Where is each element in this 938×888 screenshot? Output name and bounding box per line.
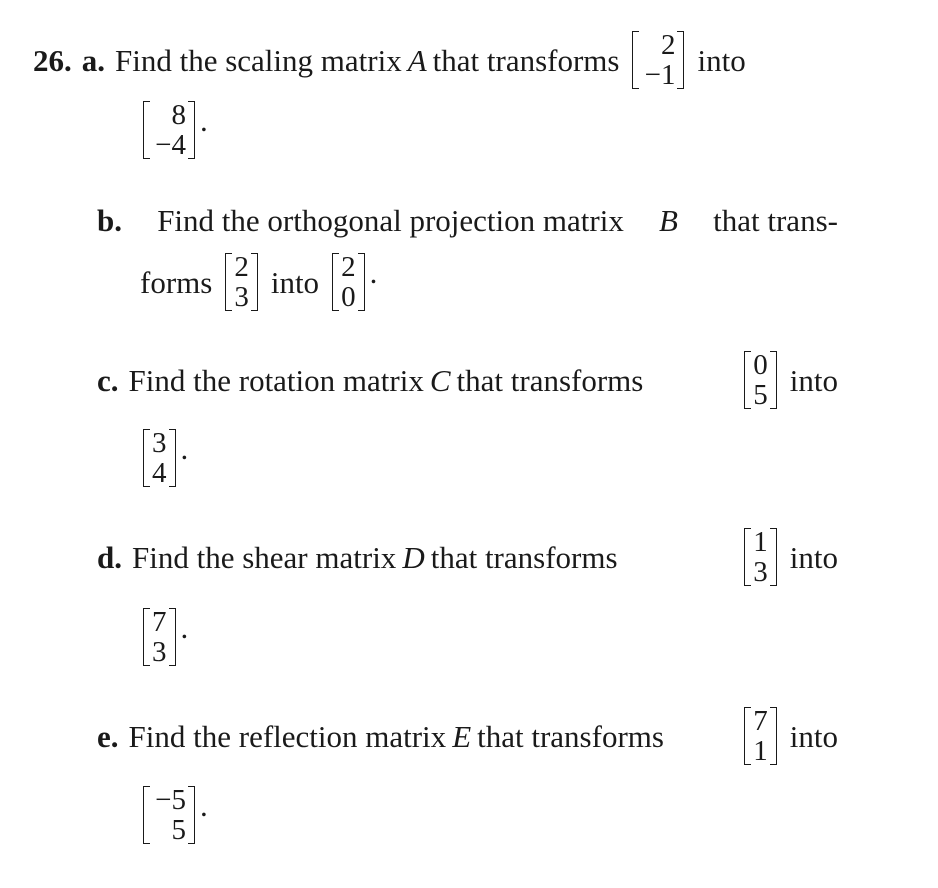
part-c-to-vector xyxy=(143,428,176,488)
vector-entry: 5 xyxy=(753,379,768,411)
vector-entry: 7 xyxy=(753,705,768,737)
vector-entry: 7 xyxy=(152,606,167,638)
part-a-to-vector xyxy=(143,100,195,160)
part-c-line-2 xyxy=(140,428,188,488)
part-d-to-vector xyxy=(143,607,176,667)
vector-entry: 3 xyxy=(152,427,167,459)
part-e-period: . xyxy=(200,788,208,823)
part-a-into: into xyxy=(697,42,746,78)
part-b-from-vector xyxy=(225,252,258,312)
part-a-line-2 xyxy=(140,100,208,160)
part-b-label: b. xyxy=(97,203,122,238)
part-b-text-mid: that trans- xyxy=(713,203,838,238)
part-d-text-mid: that transforms xyxy=(430,539,618,575)
vector-entry: −1 xyxy=(644,59,676,91)
part-e-var: E xyxy=(452,718,472,754)
part-a-text-mid: that transforms xyxy=(432,42,620,78)
part-e-to-vector xyxy=(143,785,195,845)
part-c-var: C xyxy=(429,362,451,398)
part-b-line-1 xyxy=(97,205,838,236)
vector-entry: 0 xyxy=(753,349,768,381)
part-e-from-vector xyxy=(744,706,777,766)
part-a-text: Find the scaling matrix xyxy=(115,42,402,78)
part-b-text-cont: forms xyxy=(140,264,213,300)
part-b-var: B xyxy=(659,203,678,238)
part-d-var: D xyxy=(402,539,425,575)
part-e-text: Find the reflection matrix xyxy=(128,718,447,754)
part-d-label: d. xyxy=(97,539,122,575)
vector-entry: 4 xyxy=(152,457,167,489)
part-b-period: . xyxy=(369,255,378,290)
part-a-from-vector xyxy=(632,30,684,90)
part-c-line-1 xyxy=(97,350,838,410)
part-c-period: . xyxy=(180,431,189,466)
vector-entry: 2 xyxy=(660,29,676,61)
vector-entry: 8 xyxy=(171,99,186,131)
part-a-var: A xyxy=(407,42,427,78)
vector-entry: 1 xyxy=(753,526,768,558)
part-a-label: a. xyxy=(81,42,105,78)
vector-entry: 3 xyxy=(152,636,167,668)
part-b-text: Find the orthogonal projection matrix xyxy=(157,203,624,238)
vector-entry: 0 xyxy=(341,281,356,313)
part-e-line-1 xyxy=(97,706,838,766)
part-e-into: into xyxy=(789,718,838,754)
vector-entry: 1 xyxy=(753,735,768,767)
vector-entry: 5 xyxy=(171,814,186,846)
part-d-line-2 xyxy=(140,607,188,667)
part-c-label: c. xyxy=(97,362,119,398)
part-d-period: . xyxy=(180,610,189,645)
part-e-label: e. xyxy=(97,718,119,754)
part-d-into: into xyxy=(789,539,838,575)
part-c-text: Find the rotation matrix xyxy=(128,362,424,398)
part-c-from-vector xyxy=(744,350,777,410)
part-d-from-vector xyxy=(744,527,777,587)
vector-entry: 2 xyxy=(341,251,356,283)
part-a-line-1 xyxy=(33,30,838,90)
vector-entry: 3 xyxy=(234,281,249,313)
vector-entry: −4 xyxy=(155,129,186,161)
part-d-text: Find the shear matrix xyxy=(132,539,397,575)
part-a-period: . xyxy=(200,103,208,138)
part-e-text-mid: that transforms xyxy=(477,718,664,754)
part-c-into: into xyxy=(789,362,838,398)
part-c-text-mid: that transforms xyxy=(456,362,644,398)
part-b-to-vector xyxy=(332,252,365,312)
vector-entry: 3 xyxy=(753,556,768,588)
part-b-line-2 xyxy=(140,252,377,312)
vector-entry: −5 xyxy=(155,784,186,816)
part-b-into: into xyxy=(270,264,320,300)
vector-entry: 2 xyxy=(234,251,249,283)
part-e-line-2 xyxy=(140,785,208,845)
part-d-line-1 xyxy=(97,527,838,587)
problem-number: 26. xyxy=(33,42,72,78)
